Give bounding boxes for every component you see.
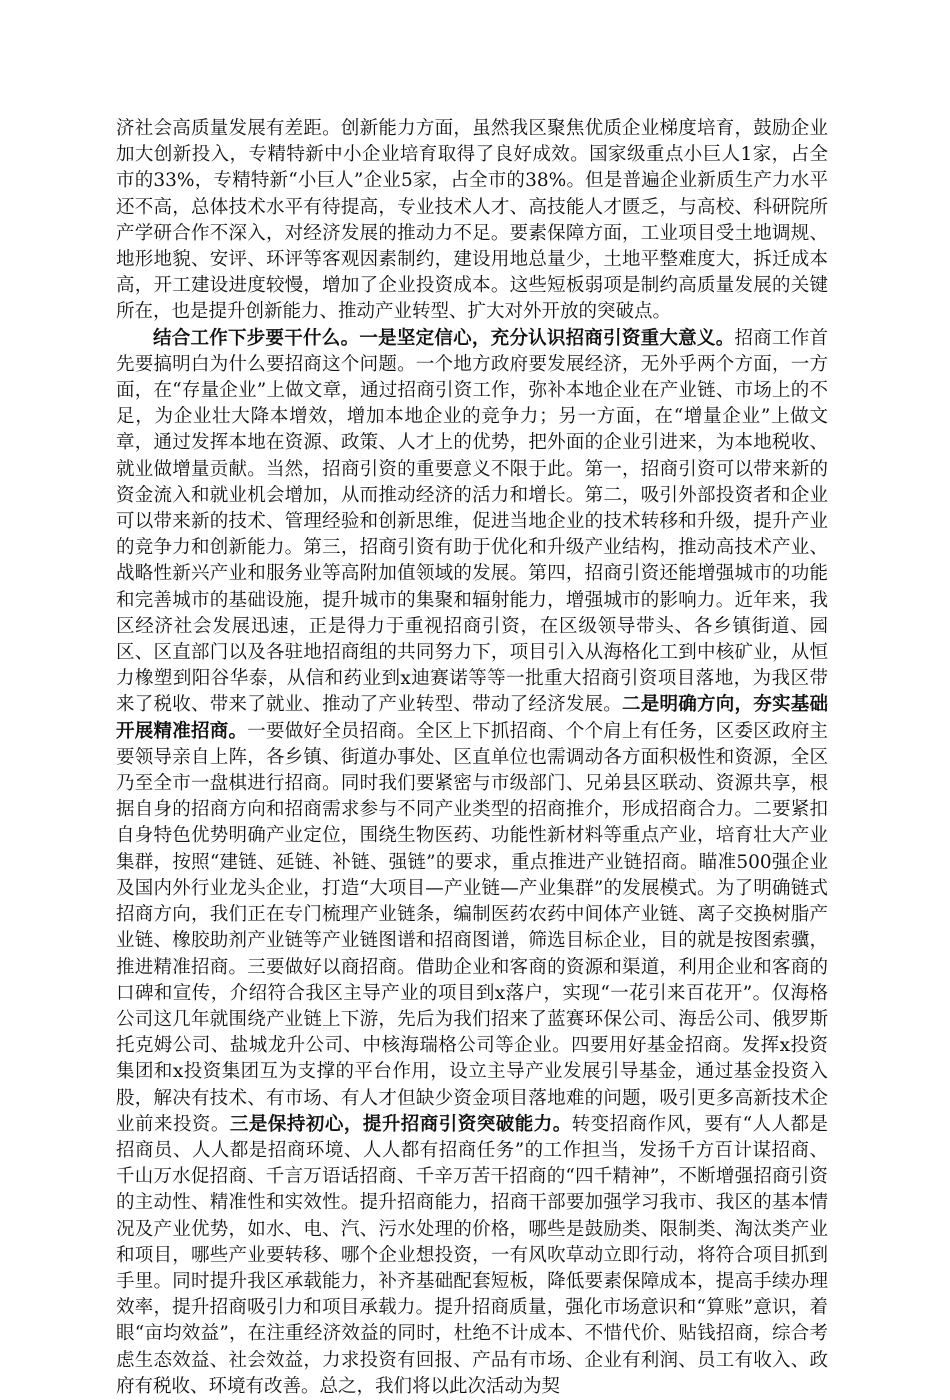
heading-3: 三是保持初心，提升招商引资突破能力。 [229, 1113, 572, 1135]
paragraph-1-text: 济社会高质量发展有差距。创新能力方面，虽然我区聚焦优质企业梯度培育，鼓励企业加大创新投入，专精特新中小企业培育取得了良好成效。国家级重点小巨人1家，占全市的33%，专精特新“小巨人”企业5家，占全市的38%。但是普遍企业新质生产力水平还不高，总体技术水平有待提高，专业技术人才、高技能人才匮乏，与高校、科研院所产学研合作不深入，对经济发展的推动力不足。要素保障方面，工业项目受土地调规、地形地貌、安评、环评等客观因素制约，建设用地总量少，土地平整难度大，拆迁成本高，开工建设进度较慢，增加了企业投资成本。这些短板弱项是制约高质量发展的关键所在，也是提升创新能力、推动产业转型、扩大对外开放的突破点。 [116, 118, 828, 323]
document-body [116, 116, 828, 1400]
paragraph-2 [116, 326, 828, 1400]
paragraph-2-text-3: 转变招商作风，要有“人人都是招商员、人人都是招商环境、人人都有招商任务”的工作担当，发扬千方百计谋招商、千山万水促招商、千言万语话招商、千辛万苦干招商的“四千精神”，不断增强招商引资的主动性、精准性和实效性。提升招商能力，招商干部要加强学习我市、我区的基本情况及产业优势，如水、电、汽、污水处理的价格，哪些是鼓励类、限制类、淘汰类产业和项目，哪些产业要转移、哪个企业想投资，一有风吹草动立即行动，将符合项目抓到手里。同时提升我区承载能力，补齐基础配套短板，降低要素保障成本，提高手续办理效率，提升招商吸引力和项目承载力。提升招商质量，强化市场意识和“算账”意识，着眼“亩均效益”，在注重经济效益的同时，杜绝不计成本、不惜代价、贴钱招商，综合考虑生态效益、社会效益，力求投资有回报、产品有市场、企业有利润、员工有收入、政府有税收、环境有改善。总之，我们将以此次活动为契 [116, 1113, 828, 1397]
paragraph-2-text-2: 一要做好全员招商。全区上下抓招商、个个肩上有任务，区委区政府主要领导亲自上阵，各乡镇、街道办事处、区直单位也需调动各方面积极性和资源，全区乃至全市一盘棋进行招商。同时我们要紧密与市级部门、兄弟县区联动、资源共享，根据自身的招商方向和招商需求参与不同产业类型的招商推介，形成招商合力。二要紧扣自身特色优势明确产业定位，围绕生物医药、功能性新材料等重点产业，培育壮大产业集群，按照“建链、延链、补链、强链”的要求，重点推进产业链招商。瞄准500强企业及国内外行业龙头企业，打造“大项目—产业链—产业集群”的发展模式。为了明确链式招商方向，我们正在专门梳理产业链条，编制医药农药中间体产业链、离子交换树脂产业链、橡胶助剂产业链等产业链图谱和招商图谱，筛选目标企业，目的就是按图索骥，推进精准招商。三要做好以商招商。借助企业和客商的资源和渠道，利用企业和客商的口碑和宣传，介绍符合我区主导产业的项目到x落户，实现“一花引来百花开”。仅海格公司这几年就围绕产业链上下游，先后为我们招来了蓝赛环保公司、海岳公司、俄罗斯托克姆公司、盐城龙升公司、中核海瑞格公司等企业。四要用好基金招商。发挥x投资集团和x投资集团互为支撑的平台作用，设立主导产业发展引导基金，通过基金投资入股，解决有技术、有市场、有人才但缺少资金项目落地难的问题，吸引更多高新技术企业前来投资。 [116, 720, 828, 1135]
paragraph-1 [116, 116, 828, 326]
paragraph-2-text-1: 招商工作首先要搞明白为什么要招商这个问题。一个地方政府要发展经济，无外乎两个方面，一方面，在“存量企业”上做文章，通过招商引资工作，弥补本地企业在产业链、市场上的不足，为企业壮大降本增效，增加本地企业的竞争力；另一方面，在“增量企业”上做文章，通过发挥本地在资源、政策、人才上的优势，把外面的企业引进来，为本地税收、就业做增量贡献。当然，招商引资的重要意义不限于此。第一，招商引资可以带来新的资金流入和就业机会增加，从而推动经济的活力和增长。第二，吸引外部投资者和企业可以带来新的技术、管理经验和创新思维，促进当地企业的技术转移和升级，提升产业的竞争力和创新能力。第三，招商引资有助于优化和升级产业结构，推动高技术产业、战略性新兴产业和服务业等高附加值领域的发展。第四，招商引资还能增强城市的功能和完善城市的基础设施，提升城市的集聚和辐射能力，增强城市的影响力。近年来，我区经济社会发展迅速，正是得力于重视招商引资，在区级领导带头、各乡镇街道、园区、区直部门以及各驻地招商组的共同努力下，项目引入从海格化工到中核矿业，从恒力橡塑到阳谷华泰，从信和药业到x迪赛诺等等一批重大招商引资项目落地，为我区带来了税收、带来了就业、推动了产业转型、带动了经济发展。 [116, 327, 828, 716]
heading-2: 二是明确方向，夯实基础开展精准招商。 [116, 694, 828, 742]
heading-1: 结合工作下步要干什么。一是坚定信心，充分认识招商引资重大意义。 [153, 327, 735, 349]
